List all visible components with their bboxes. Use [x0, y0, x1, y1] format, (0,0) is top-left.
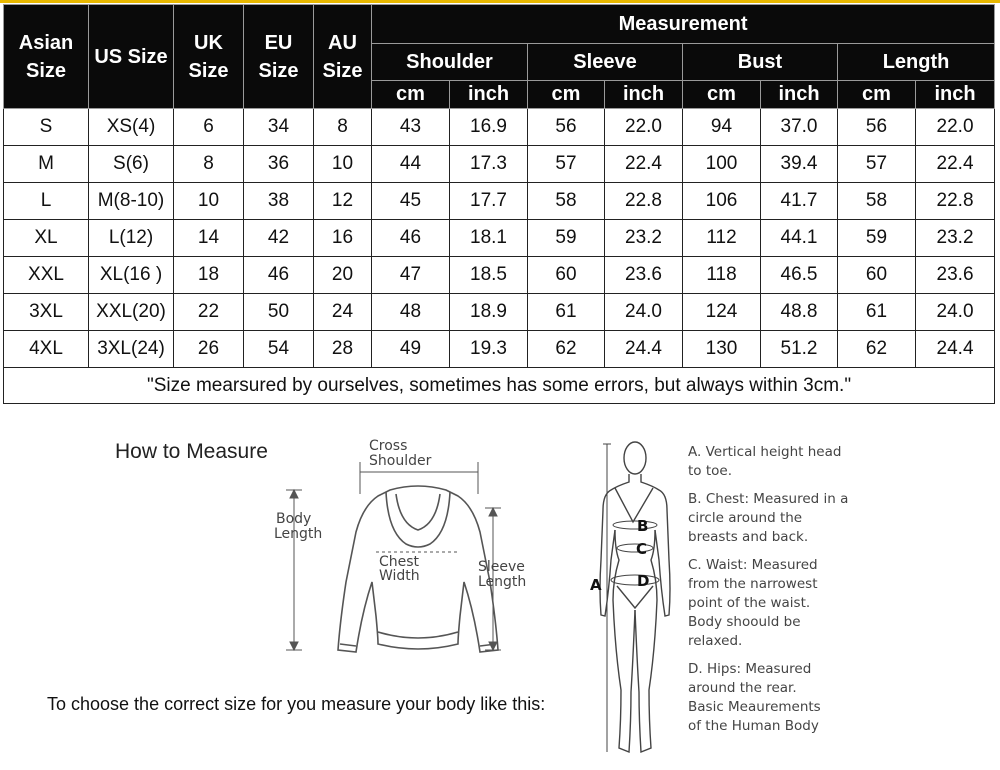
table-cell: 16.9: [450, 109, 528, 146]
table-cell: 4XL: [4, 331, 89, 368]
table-cell: 3XL(24): [89, 331, 174, 368]
table-cell: 59: [838, 220, 916, 257]
unit-header: cm: [838, 81, 916, 109]
table-cell: 46: [372, 220, 450, 257]
unit-header: inch: [605, 81, 683, 109]
table-cell: 22.0: [916, 109, 995, 146]
unit-header: cm: [528, 81, 605, 109]
unit-header: inch: [761, 81, 838, 109]
table-cell: 130: [683, 331, 761, 368]
table-cell: 44: [372, 146, 450, 183]
table-cell: 3XL: [4, 294, 89, 331]
table-cell: 46: [244, 257, 314, 294]
table-cell: 14: [174, 220, 244, 257]
header-row-1: [4, 5, 995, 44]
header-uk-size: UK Size: [174, 5, 244, 109]
table-cell: 61: [528, 294, 605, 331]
table-cell: 54: [244, 331, 314, 368]
table-cell: 8: [314, 109, 372, 146]
table-cell: 39.4: [761, 146, 838, 183]
unit-header: cm: [372, 81, 450, 109]
table-cell: 43: [372, 109, 450, 146]
label-body: Body: [276, 511, 312, 527]
table-cell: 49: [372, 331, 450, 368]
table-cell: 18.1: [450, 220, 528, 257]
table-cell: 62: [838, 331, 916, 368]
header-length: Length: [838, 44, 995, 81]
label-cross: Cross: [369, 438, 408, 454]
table-row: [4, 220, 995, 257]
table-cell: 56: [838, 109, 916, 146]
table-cell: 19.3: [450, 331, 528, 368]
table-cell: S: [4, 109, 89, 146]
table-cell: L: [4, 183, 89, 220]
table-cell: 23.6: [605, 257, 683, 294]
table-cell: 106: [683, 183, 761, 220]
table-cell: 22.8: [916, 183, 995, 220]
marker-c: C: [636, 540, 648, 558]
table-cell: 26: [174, 331, 244, 368]
table-cell: 48: [372, 294, 450, 331]
table-cell: 23.2: [916, 220, 995, 257]
table-cell: 45: [372, 183, 450, 220]
table-cell: 23.6: [916, 257, 995, 294]
table-cell: 47: [372, 257, 450, 294]
table-cell: 41.7: [761, 183, 838, 220]
table-row: [4, 109, 995, 146]
table-row: [4, 257, 995, 294]
header-sleeve: Sleeve: [528, 44, 683, 81]
table-cell: 60: [838, 257, 916, 294]
label-body-length: Length: [274, 526, 323, 542]
label-width: Width: [379, 568, 420, 584]
size-table-body: [4, 109, 995, 368]
table-cell: XL(16 ): [89, 257, 174, 294]
table-cell: 44.1: [761, 220, 838, 257]
label-sleeve: Sleeve: [478, 559, 525, 575]
table-cell: 60: [528, 257, 605, 294]
marker-d: D: [637, 572, 650, 590]
table-cell: 24.0: [605, 294, 683, 331]
table-cell: XXL: [4, 257, 89, 294]
table-cell: 59: [528, 220, 605, 257]
choose-size-instruction: To choose the correct size for you measure your body like this:: [47, 694, 546, 714]
note-d-hips: D. Hips: Measured around the rear. Basic Meaurements of the Human Body: [688, 661, 821, 734]
header-asian-size: Asian Size: [4, 5, 89, 109]
table-cell: 50: [244, 294, 314, 331]
unit-header: inch: [450, 81, 528, 109]
label-shoulder: Shoulder: [369, 453, 432, 469]
table-cell: 118: [683, 257, 761, 294]
how-to-measure-title: How to Measure: [115, 440, 268, 463]
table-cell: 51.2: [761, 331, 838, 368]
note-b-chest: B. Chest: Measured in a circle around the breasts and back.: [688, 491, 849, 545]
table-cell: 24.0: [916, 294, 995, 331]
table-cell: 34: [244, 109, 314, 146]
table-row: [4, 146, 995, 183]
table-cell: 28: [314, 331, 372, 368]
table-cell: 17.7: [450, 183, 528, 220]
body-measure-notes: [688, 443, 988, 745]
table-cell: 56: [528, 109, 605, 146]
table-cell: 20: [314, 257, 372, 294]
table-cell: 48.8: [761, 294, 838, 331]
table-cell: 22.8: [605, 183, 683, 220]
top-accent-line: [0, 0, 1000, 3]
header-us-size: US Size: [89, 5, 174, 109]
table-cell: 124: [683, 294, 761, 331]
header-eu-size: EU Size: [244, 5, 314, 109]
marker-b: B: [637, 517, 649, 535]
table-cell: 17.3: [450, 146, 528, 183]
table-row: [4, 183, 995, 220]
table-cell: 24.4: [916, 331, 995, 368]
unit-header: inch: [916, 81, 995, 109]
header-shoulder: Shoulder: [372, 44, 528, 81]
table-cell: 94: [683, 109, 761, 146]
table-row: [4, 294, 995, 331]
table-cell: 58: [528, 183, 605, 220]
table-cell: XXL(20): [89, 294, 174, 331]
table-cell: 100: [683, 146, 761, 183]
table-cell: 22.4: [605, 146, 683, 183]
table-cell: 18.9: [450, 294, 528, 331]
unit-header: cm: [683, 81, 761, 109]
size-chart-table: [3, 4, 995, 404]
measurement-note: "Size mearsured by ourselves, sometimes has some errors, but always within 3cm.": [4, 368, 995, 404]
table-cell: 46.5: [761, 257, 838, 294]
header-au-size: AU Size: [314, 5, 372, 109]
table-cell: 22.4: [916, 146, 995, 183]
table-cell: 8: [174, 146, 244, 183]
table-cell: 57: [528, 146, 605, 183]
table-cell: S(6): [89, 146, 174, 183]
label-sleeve-length: Length: [478, 574, 527, 590]
table-cell: XL: [4, 220, 89, 257]
table-cell: 12: [314, 183, 372, 220]
body-diagram: [585, 430, 685, 765]
table-cell: M(8-10): [89, 183, 174, 220]
table-cell: 61: [838, 294, 916, 331]
table-cell: 10: [314, 146, 372, 183]
table-cell: 24.4: [605, 331, 683, 368]
sweater-diagram: [268, 432, 558, 662]
table-cell: 16: [314, 220, 372, 257]
table-cell: L(12): [89, 220, 174, 257]
header-measurement: Measurement: [372, 5, 995, 44]
table-cell: 37.0: [761, 109, 838, 146]
table-cell: 18.5: [450, 257, 528, 294]
table-cell: 22: [174, 294, 244, 331]
table-cell: 36: [244, 146, 314, 183]
table-cell: 58: [838, 183, 916, 220]
table-cell: 23.2: [605, 220, 683, 257]
marker-a: A: [590, 576, 602, 594]
label-chest: Chest: [379, 554, 420, 570]
table-cell: 38: [244, 183, 314, 220]
table-cell: 112: [683, 220, 761, 257]
table-cell: XS(4): [89, 109, 174, 146]
note-row: [4, 368, 995, 404]
table-cell: 42: [244, 220, 314, 257]
note-c-waist: C. Waist: Measured from the narrowest point of the waist. Body shoould be relaxed.: [688, 557, 818, 649]
table-cell: 62: [528, 331, 605, 368]
table-cell: 24: [314, 294, 372, 331]
table-cell: 18: [174, 257, 244, 294]
table-row: [4, 331, 995, 368]
table-cell: M: [4, 146, 89, 183]
note-a-height: A. Vertical height head to toe.: [688, 444, 842, 479]
table-cell: 22.0: [605, 109, 683, 146]
table-cell: 57: [838, 146, 916, 183]
table-cell: 6: [174, 109, 244, 146]
table-cell: 10: [174, 183, 244, 220]
header-bust: Bust: [683, 44, 838, 81]
